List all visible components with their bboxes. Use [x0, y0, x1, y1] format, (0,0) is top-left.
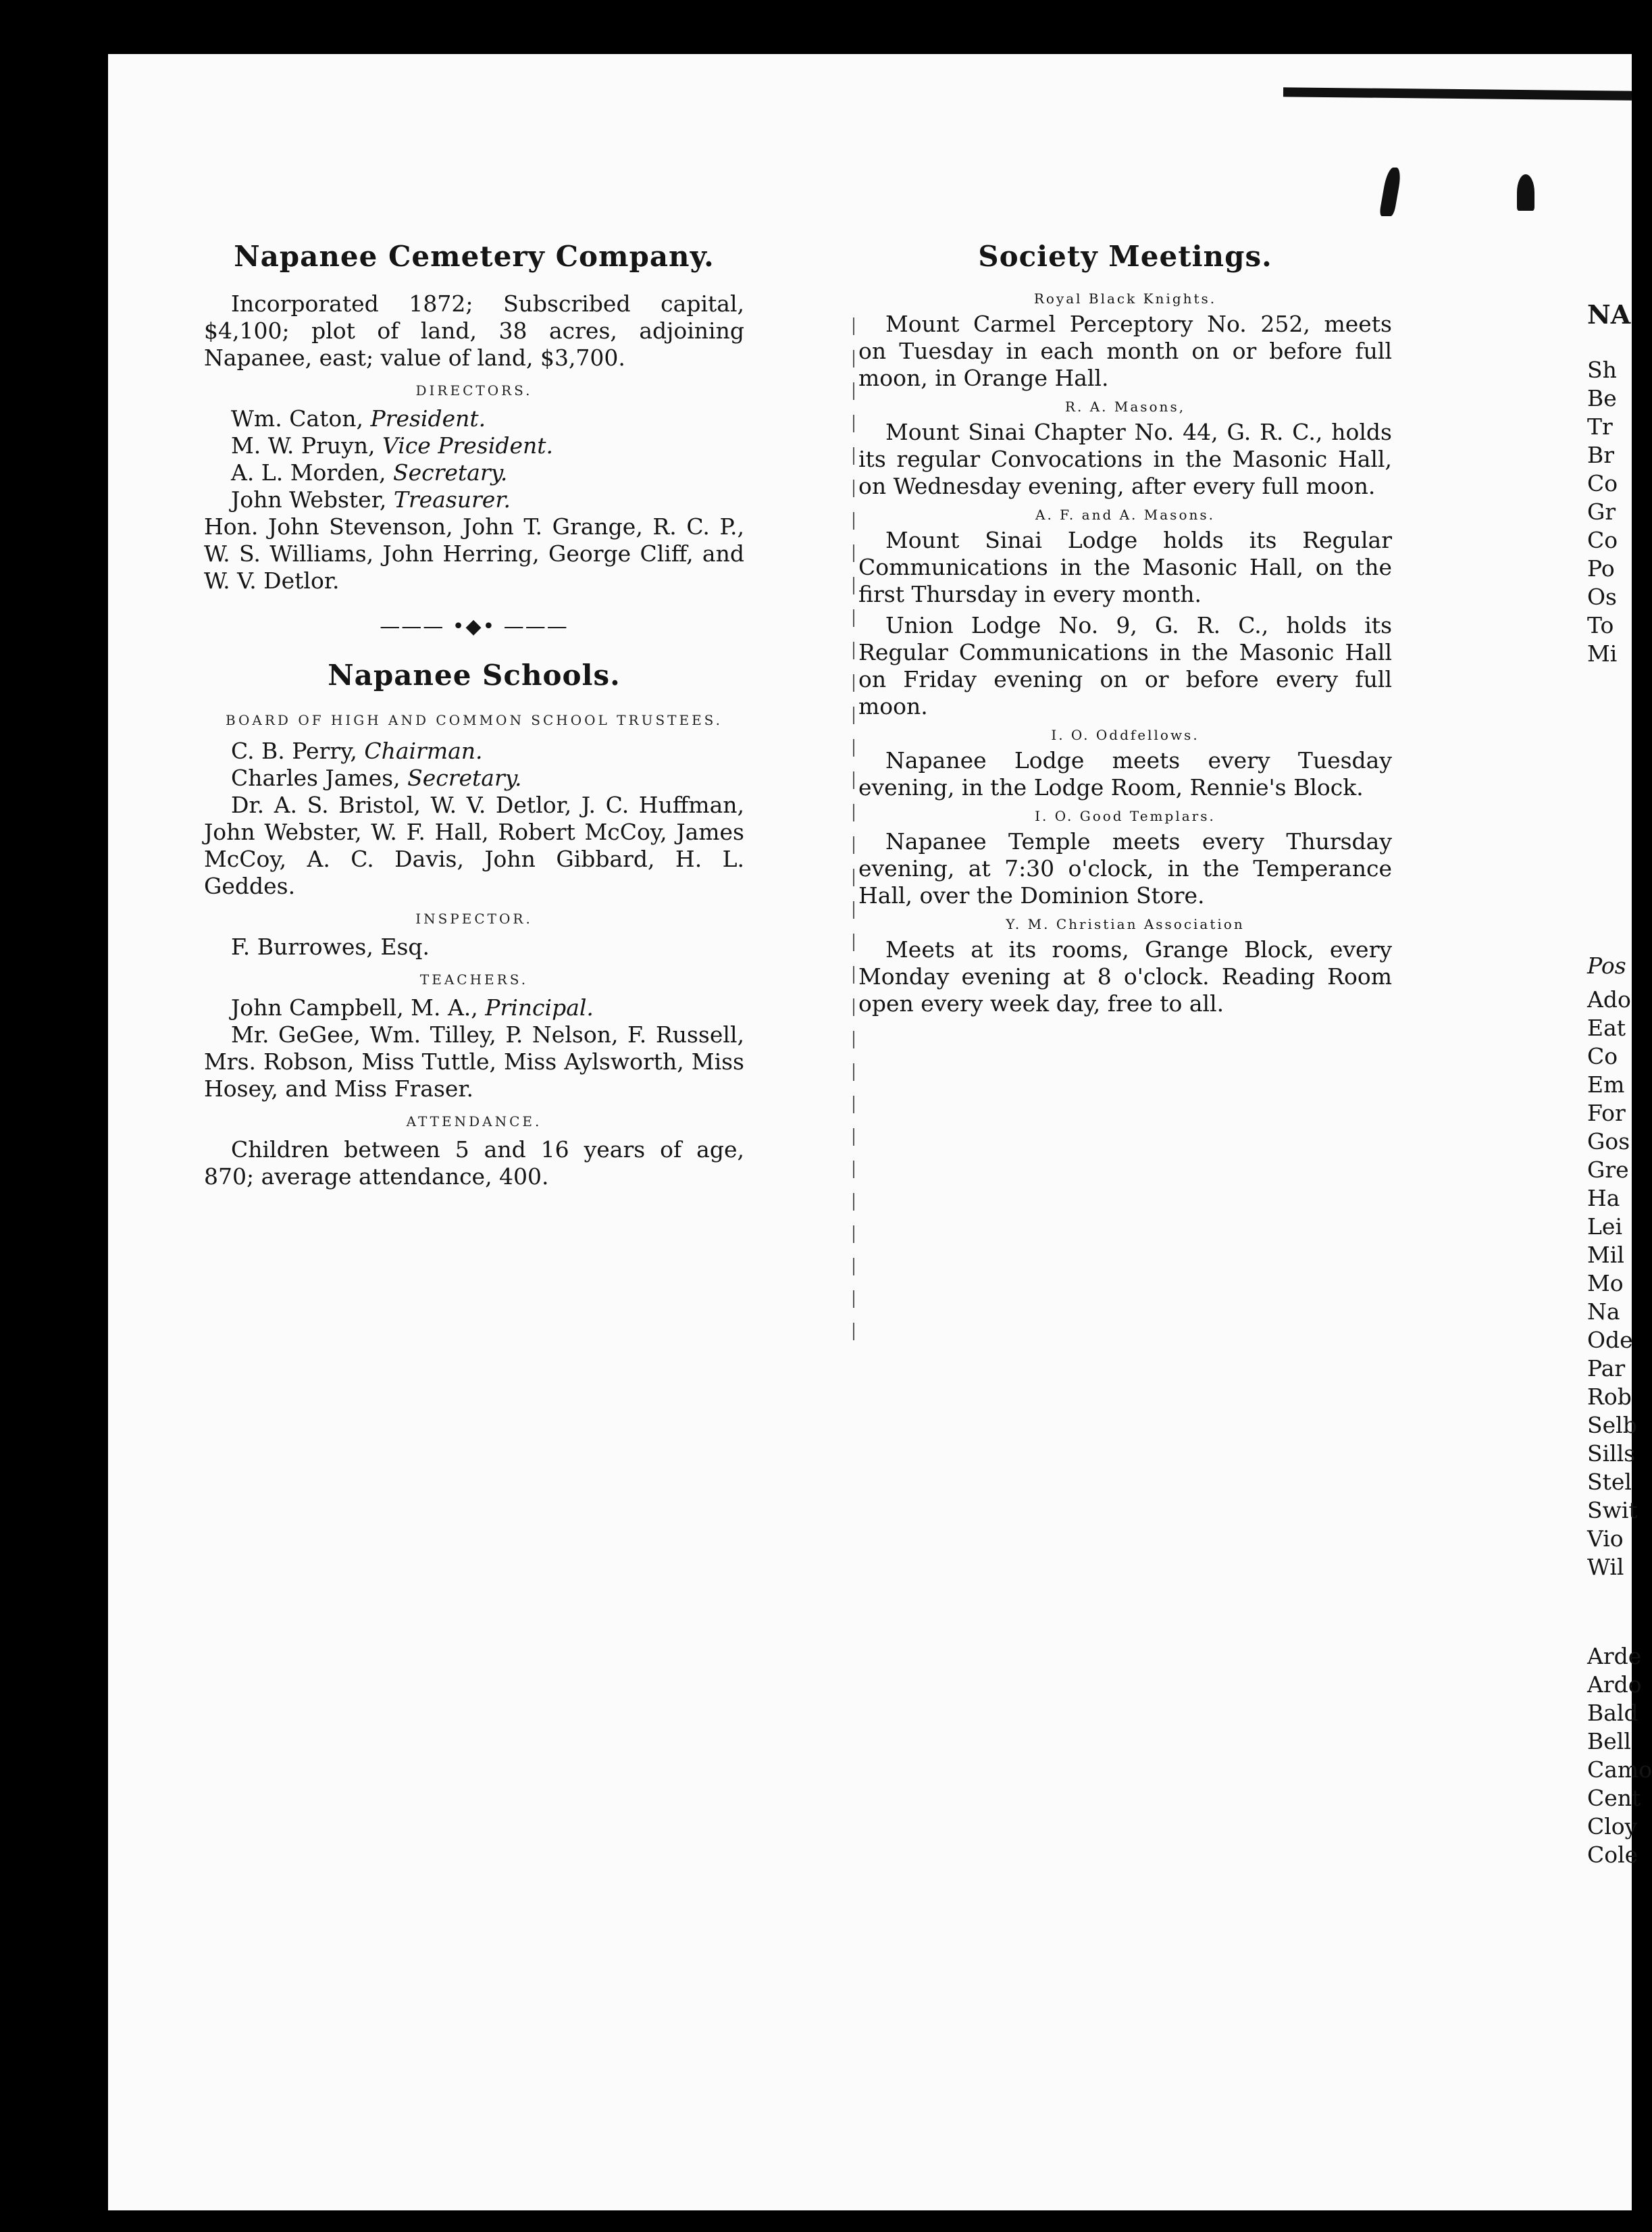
column-divider: [853, 318, 854, 1348]
left-column: [204, 240, 744, 1194]
right-fragment-line: Gos: [1587, 1128, 1630, 1155]
section-heading: R. A. Masons,: [1064, 399, 1186, 415]
directors-heading: DIRECTORS.: [415, 382, 533, 399]
right-column-fragment: [1587, 299, 1652, 1869]
society-title: Society Meetings.: [978, 240, 1272, 273]
other-directors: Hon. John Stevenson, John T. Grange, R. C. P., W. S. Williams, John Herring, George Cliff, and W. V. Detlor.: [204, 513, 744, 594]
right-fragment-line: Ado: [1587, 986, 1631, 1013]
section-heading: I. O. Oddfellows.: [1051, 727, 1199, 743]
right-heading: NA: [1587, 299, 1631, 330]
right-fragment-line: Ode: [1587, 1327, 1633, 1353]
section-text: Meets at its rooms, Grange Block, every Monday evening at 8 o'clock. Reading Room open every week day, free to all.: [858, 936, 1392, 1017]
top-rule-mark: [1283, 87, 1632, 100]
director-line: John Webster, Treasurer.: [231, 486, 511, 513]
section-heading: Y. M. Christian Association: [1006, 916, 1245, 932]
right-fragment-line: Bald: [1587, 1700, 1638, 1726]
right-fragment-line: Co: [1587, 1043, 1618, 1069]
section-heading: Royal Black Knights.: [1033, 290, 1217, 307]
attendance-heading: ATTENDANCE.: [406, 1113, 542, 1130]
right-fragment-line: Selb: [1587, 1412, 1637, 1438]
right-fragment-line: Sh: [1587, 357, 1617, 383]
trustees-list: Dr. A. S. Bristol, W. V. Detlor, J. C. Huffman, John Webster, W. F. Hall, Robert McCoy, James McCoy, A. C. Davis, John Gibbard, H. L. Geddes.: [204, 792, 744, 899]
right-fragment-line: Eat: [1587, 1015, 1626, 1041]
section-heading: I. O. Good Templars.: [1035, 808, 1216, 824]
right-fragment-line: Co: [1587, 527, 1618, 553]
right-fragment-line: Os: [1587, 584, 1617, 610]
section-text: Napanee Temple meets every Thursday evening, at 7:30 o'clock, in the Temperance Hall, over the Dominion Store.: [858, 828, 1392, 909]
right-subheading: Pos: [1587, 953, 1626, 979]
right-fragment-line: Cole: [1587, 1842, 1638, 1868]
ink-blot-1: [1379, 168, 1403, 216]
right-fragment-line: Gr: [1587, 499, 1616, 525]
middle-column: [858, 240, 1392, 1021]
right-fragment-line: Mi: [1587, 640, 1618, 667]
section-text: Mount Sinai Chapter No. 44, G. R. C., holds its regular Convocations in the Masonic Hall, on Wednesday evening, after every full moon.: [858, 419, 1392, 499]
teachers-heading: TEACHERS.: [419, 971, 529, 988]
cemetery-intro: Incorporated 1872; Subscribed capital, $4,100; plot of land, 38 acres, adjoining Napanee, east; value of land, $3,700.: [204, 290, 744, 371]
board-heading: BOARD OF HIGH AND COMMON SCHOOL TRUSTEES.: [225, 712, 723, 728]
right-fragment-line: Par: [1587, 1355, 1626, 1381]
principal-line: John Campbell, M. A., Principal.: [231, 994, 594, 1021]
right-fragment-line: Ardo: [1587, 1671, 1642, 1698]
right-fragment-line: Be: [1587, 385, 1617, 411]
right-fragment-line: Mil: [1587, 1242, 1624, 1268]
right-fragment-line: Mo: [1587, 1270, 1624, 1296]
teachers-list: Mr. GeGee, Wm. Tilley, P. Nelson, F. Russell, Mrs. Robson, Miss Tuttle, Miss Aylsworth, Miss Hosey, and Miss Fraser.: [204, 1021, 744, 1102]
right-fragment-line: Sills: [1587, 1440, 1636, 1467]
director-line: Wm. Caton, President.: [231, 405, 486, 432]
section-text: Mount Carmel Perceptory No. 252, meets on Tuesday in each month on or before full moon, in Orange Hall.: [858, 311, 1392, 391]
chairman-line: C. B. Perry, Chairman.: [231, 738, 483, 764]
right-fragment-line: Cloy: [1587, 1813, 1638, 1840]
right-fragment-line: Swit: [1587, 1497, 1638, 1523]
secretary-line: Charles James, Secretary.: [231, 765, 522, 791]
cemetery-title: Napanee Cemetery Company.: [234, 240, 715, 273]
right-fragment-line: Em: [1587, 1071, 1625, 1098]
schools-title: Napanee Schools.: [328, 659, 621, 692]
right-fragment-line: Wil: [1587, 1554, 1624, 1580]
director-line: M. W. Pruyn, Vice President.: [231, 432, 553, 459]
right-fragment-line: Camo: [1587, 1756, 1652, 1783]
ink-blot-2: [1517, 174, 1534, 211]
scanned-page: [108, 54, 1652, 2210]
inspector-line: F. Burrowes, Esq.: [231, 934, 430, 960]
right-fragment-line: Br: [1587, 442, 1615, 468]
right-fragment-line: Po: [1587, 555, 1615, 582]
inspector-heading: INSPECTOR.: [415, 911, 533, 927]
right-fragment-line: Bell: [1587, 1728, 1631, 1754]
right-fragment-line: Tr: [1587, 413, 1613, 440]
right-fragment-line: Stel: [1587, 1469, 1632, 1495]
section-text: Napanee Lodge meets every Tuesday evening, in the Lodge Room, Rennie's Block.: [858, 747, 1392, 801]
right-fragment-line: Na: [1587, 1298, 1620, 1325]
right-fragment-line: Vio: [1587, 1525, 1624, 1552]
right-fragment-line: To: [1587, 612, 1614, 638]
right-fragment-line: Rob: [1587, 1384, 1632, 1410]
right-fragment-line: Ha: [1587, 1185, 1620, 1211]
right-fragment-line: Lei: [1587, 1213, 1622, 1240]
director-line: A. L. Morden, Secretary.: [231, 459, 508, 486]
right-fragment-line: Co: [1587, 470, 1618, 497]
right-fragment-line: Cent: [1587, 1785, 1641, 1811]
section-text: Mount Sinai Lodge holds its Regular Communications in the Masonic Hall, on the first Thursday in every month.: [858, 527, 1392, 607]
right-fragment-line: Gre: [1587, 1157, 1629, 1183]
attendance-text: Children between 5 and 16 years of age, 870; average attendance, 400.: [204, 1136, 744, 1190]
section-heading: A. F. and A. Masons.: [1035, 507, 1215, 523]
right-fragment-line: For: [1587, 1100, 1626, 1126]
section-text: Union Lodge No. 9, G. R. C., holds its Regular Communications in the Masonic Hall on Friday evening on or before every full moon.: [858, 612, 1392, 719]
right-fragment-line: Arde: [1587, 1643, 1642, 1669]
ornament-divider: ——— •◆• ———: [380, 615, 569, 638]
